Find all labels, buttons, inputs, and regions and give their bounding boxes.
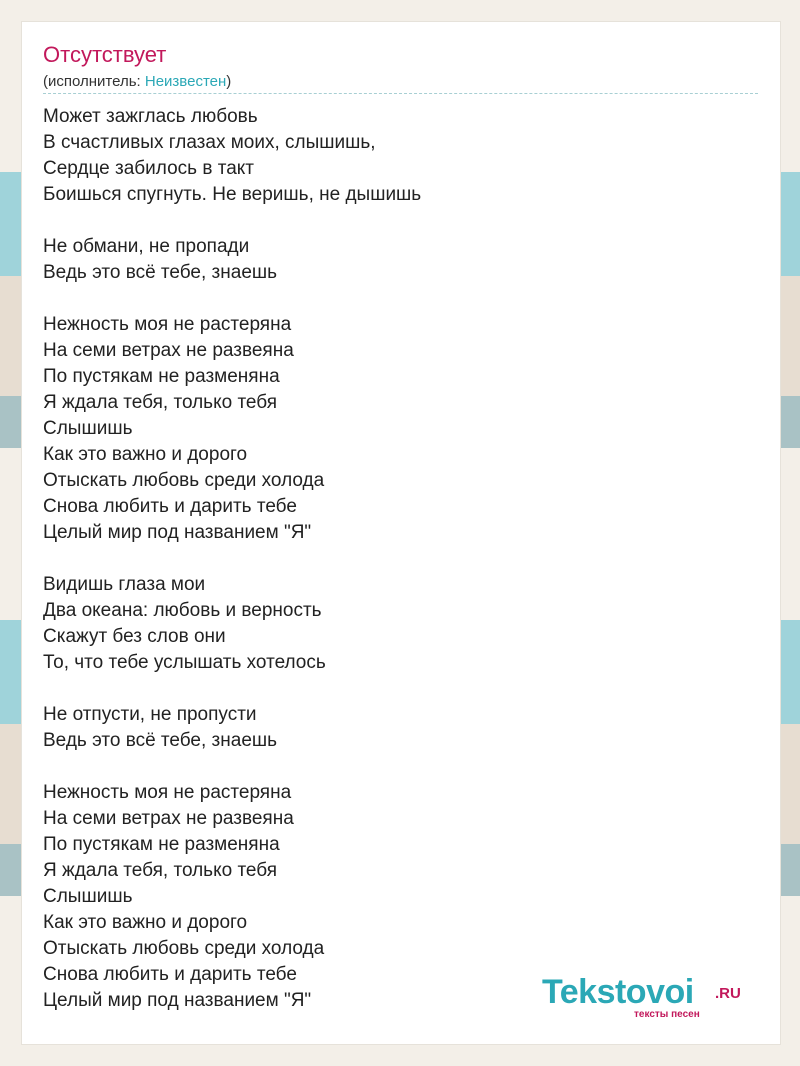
stanza-break bbox=[43, 676, 753, 702]
lyric-line: Видишь глаза мои bbox=[43, 574, 206, 595]
title-divider bbox=[43, 93, 758, 94]
lyric-line: Может зажглась любовь bbox=[43, 106, 258, 127]
lyric-line: Я ждала тебя, только тебя bbox=[43, 392, 278, 413]
stanza-break bbox=[43, 546, 753, 572]
lyric-line: Сердце забилось в такт bbox=[43, 158, 254, 179]
lyrics-text bbox=[43, 104, 753, 1014]
lyric-line: В счастливых глазах моих, слышишь, bbox=[43, 132, 376, 153]
lyric-line: Ведь это всё тебе, знаешь bbox=[43, 262, 278, 283]
artist-link[interactable]: Неизвестен bbox=[144, 73, 227, 90]
lyric-line: Боишься спугнуть. Не веришь, не дышишь bbox=[43, 184, 422, 205]
lyric-line: Нежность моя не растеряна bbox=[43, 314, 292, 335]
lyric-line: Как это важно и дорого bbox=[43, 444, 248, 465]
site-logo[interactable] bbox=[542, 974, 752, 1022]
artist-suffix: ) bbox=[226, 73, 232, 90]
lyric-line: Слышишь bbox=[43, 886, 133, 907]
lyric-line: По пустякам не разменяна bbox=[43, 366, 280, 387]
lyric-line: Два океана: любовь и верность bbox=[43, 600, 322, 621]
lyric-line: Не отпусти, не пропусти bbox=[43, 704, 257, 725]
lyric-line: Ведь это всё тебе, знаешь bbox=[43, 730, 278, 751]
artist-prefix: (исполнитель: bbox=[43, 73, 145, 90]
lyric-line: По пустякам не разменяна bbox=[43, 834, 280, 855]
lyric-line: Я ждала тебя, только тебя bbox=[43, 860, 278, 881]
lyric-line: Целый мир под названием "Я" bbox=[43, 990, 312, 1011]
artist-line bbox=[43, 73, 231, 90]
lyric-line: Снова любить и дарить тебе bbox=[43, 496, 297, 517]
lyrics-card bbox=[22, 22, 780, 1044]
logo-domain: .RU bbox=[715, 985, 741, 1002]
lyric-line: Скажут без слов они bbox=[43, 626, 226, 647]
logo-wordmark: Tekstovoi bbox=[542, 973, 694, 1011]
lyric-line: То, что тебе услышать хотелось bbox=[43, 652, 326, 673]
lyric-line: Снова любить и дарить тебе bbox=[43, 964, 297, 985]
lyric-line: Слышишь bbox=[43, 418, 133, 439]
song-title: Отсутствует bbox=[43, 42, 167, 67]
logo-tagline: тексты песен bbox=[634, 1009, 700, 1020]
lyric-line: На семи ветрах не развеяна bbox=[43, 808, 294, 829]
lyric-line: Отыскать любовь среди холода bbox=[43, 938, 325, 959]
stanza-break bbox=[43, 286, 753, 312]
lyric-line: Нежность моя не растеряна bbox=[43, 782, 292, 803]
lyric-line: Не обмани, не пропади bbox=[43, 236, 250, 257]
lyric-line: Целый мир под названием "Я" bbox=[43, 522, 312, 543]
lyric-line: На семи ветрах не развеяна bbox=[43, 340, 294, 361]
stanza-break bbox=[43, 754, 753, 780]
lyric-line: Отыскать любовь среди холода bbox=[43, 470, 325, 491]
stanza-break bbox=[43, 208, 753, 234]
lyric-line: Как это важно и дорого bbox=[43, 912, 248, 933]
